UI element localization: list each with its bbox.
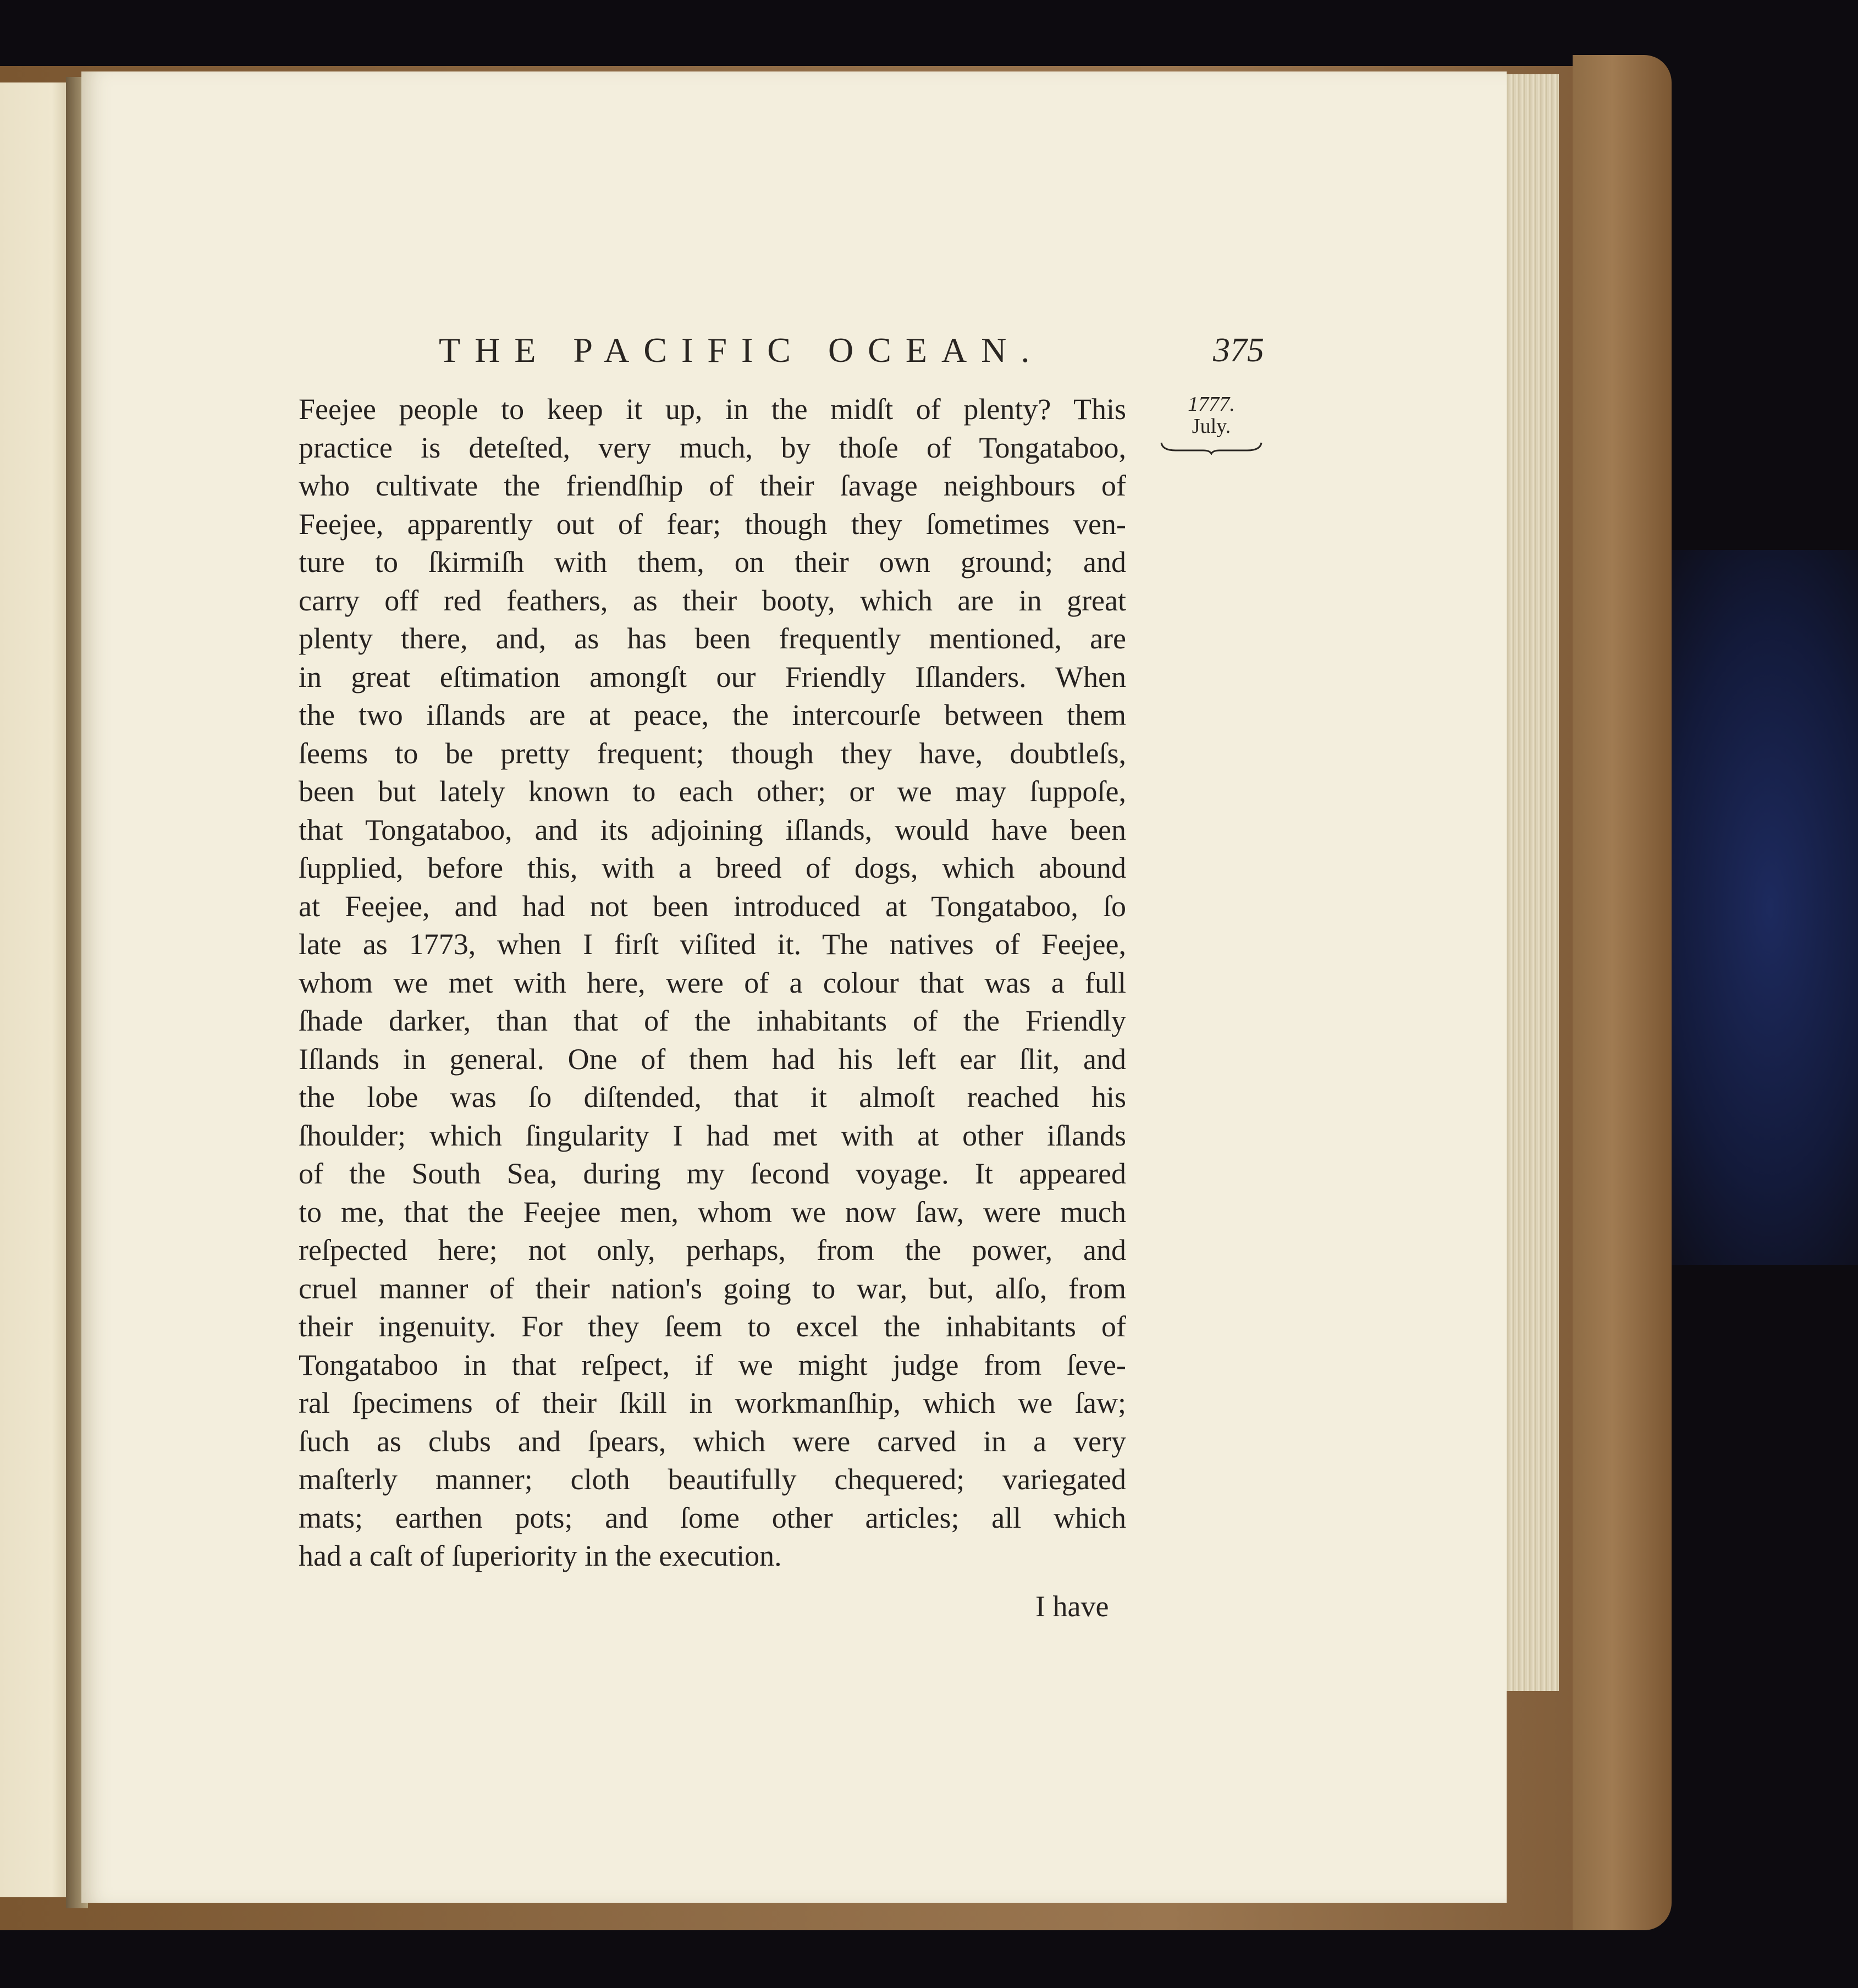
running-head: THE PACIFIC OCEAN. bbox=[439, 331, 1044, 370]
text-line: ſhoulder; which ſingularity I had met with at other iſlands bbox=[299, 1119, 1126, 1152]
body-text bbox=[299, 390, 1126, 1576]
text-line: maſterly manner; cloth beautifully chequered; variegated bbox=[299, 1463, 1126, 1496]
recto-page bbox=[81, 71, 1507, 1903]
text-line: late as 1773, when I firſt viſited it. The natives of Feejee, bbox=[299, 928, 1126, 961]
text-line: mats; earthen pots; and ſome other articles; all which bbox=[299, 1501, 1126, 1534]
text-line: that Tongataboo, and its adjoining iſlands, would have been bbox=[299, 813, 1126, 846]
text-line: reſpected here; not only, perhaps, from the power, and bbox=[299, 1233, 1126, 1266]
text-line: been but lately known to each other; or we may ſuppoſe, bbox=[299, 775, 1126, 808]
brace-icon bbox=[1159, 440, 1264, 455]
text-line: ture to ſkirmiſh with them, on their own ground; and bbox=[299, 546, 1126, 579]
page-number: 375 bbox=[1213, 332, 1264, 369]
text-line: ſhade darker, than that of the inhabitants of the Friendly bbox=[299, 1004, 1126, 1037]
text-line: cruel manner of their nation's going to war, but, alſo, from bbox=[299, 1271, 1126, 1305]
text-line: to me, that the Feejee men, whom we now ſaw, were much bbox=[299, 1195, 1126, 1229]
catchword: I have bbox=[1035, 1590, 1109, 1623]
text-line: whom we met with here, were of a colour that was a full bbox=[299, 966, 1126, 999]
text-line: Feejee people to keep it up, in the midſt of plenty? This bbox=[299, 393, 1126, 426]
text-line: Tongataboo in that reſpect, if we might judge from ſeve- bbox=[299, 1348, 1126, 1381]
text-line: plenty there, and, as has been frequently mentioned, are bbox=[299, 622, 1126, 655]
text-line: had a caſt of ſuperiority in the execution. bbox=[299, 1539, 782, 1572]
margin-year: 1777. bbox=[1188, 393, 1235, 416]
text-line: their ingenuity. For they ſeem to excel the inhabitants of bbox=[299, 1310, 1126, 1343]
text-line: ſuch as clubs and ſpears, which were carved in a very bbox=[299, 1424, 1126, 1458]
text-line: ſeems to be pretty frequent; though they have, doubtleſs, bbox=[299, 736, 1126, 770]
text-line: the two iſlands are at peace, the intercourſe between them bbox=[299, 698, 1126, 731]
page-block-edges bbox=[1504, 74, 1559, 1691]
text-line: who cultivate the friendſhip of their ſavage neighbours of bbox=[299, 469, 1126, 502]
book-cover-edge bbox=[1573, 55, 1672, 1930]
text-line: Feejee, apparently out of fear; though they ſometimes ven- bbox=[299, 507, 1126, 541]
text-line: practice is deteſted, very much, by thoſe of Tongataboo, bbox=[299, 431, 1126, 464]
text-line: ral ſpecimens of their ſkill in workmanſhip, which we ſaw; bbox=[299, 1386, 1126, 1419]
text-line: ſupplied, before this, with a breed of dogs, which abound bbox=[299, 851, 1126, 884]
text-line: at Feejee, and had not been introduced at Tongataboo, ſo bbox=[299, 889, 1126, 923]
verso-page-edge bbox=[0, 82, 74, 1897]
margin-month: July. bbox=[1192, 415, 1231, 438]
text-line: in great eſtimation amongſt our Friendly Iſlanders. When bbox=[299, 660, 1126, 693]
text-line: the lobe was ſo diſtended, that it almoſt reached his bbox=[299, 1081, 1126, 1114]
margin-date-note bbox=[1159, 393, 1264, 455]
text-line: Iſlands in general. One of them had his left ear ſlit, and bbox=[299, 1042, 1126, 1076]
text-line: carry off red feathers, as their booty, which are in great bbox=[299, 583, 1126, 617]
text-line: of the South Sea, during my ſecond voyage. It appeared bbox=[299, 1157, 1126, 1190]
